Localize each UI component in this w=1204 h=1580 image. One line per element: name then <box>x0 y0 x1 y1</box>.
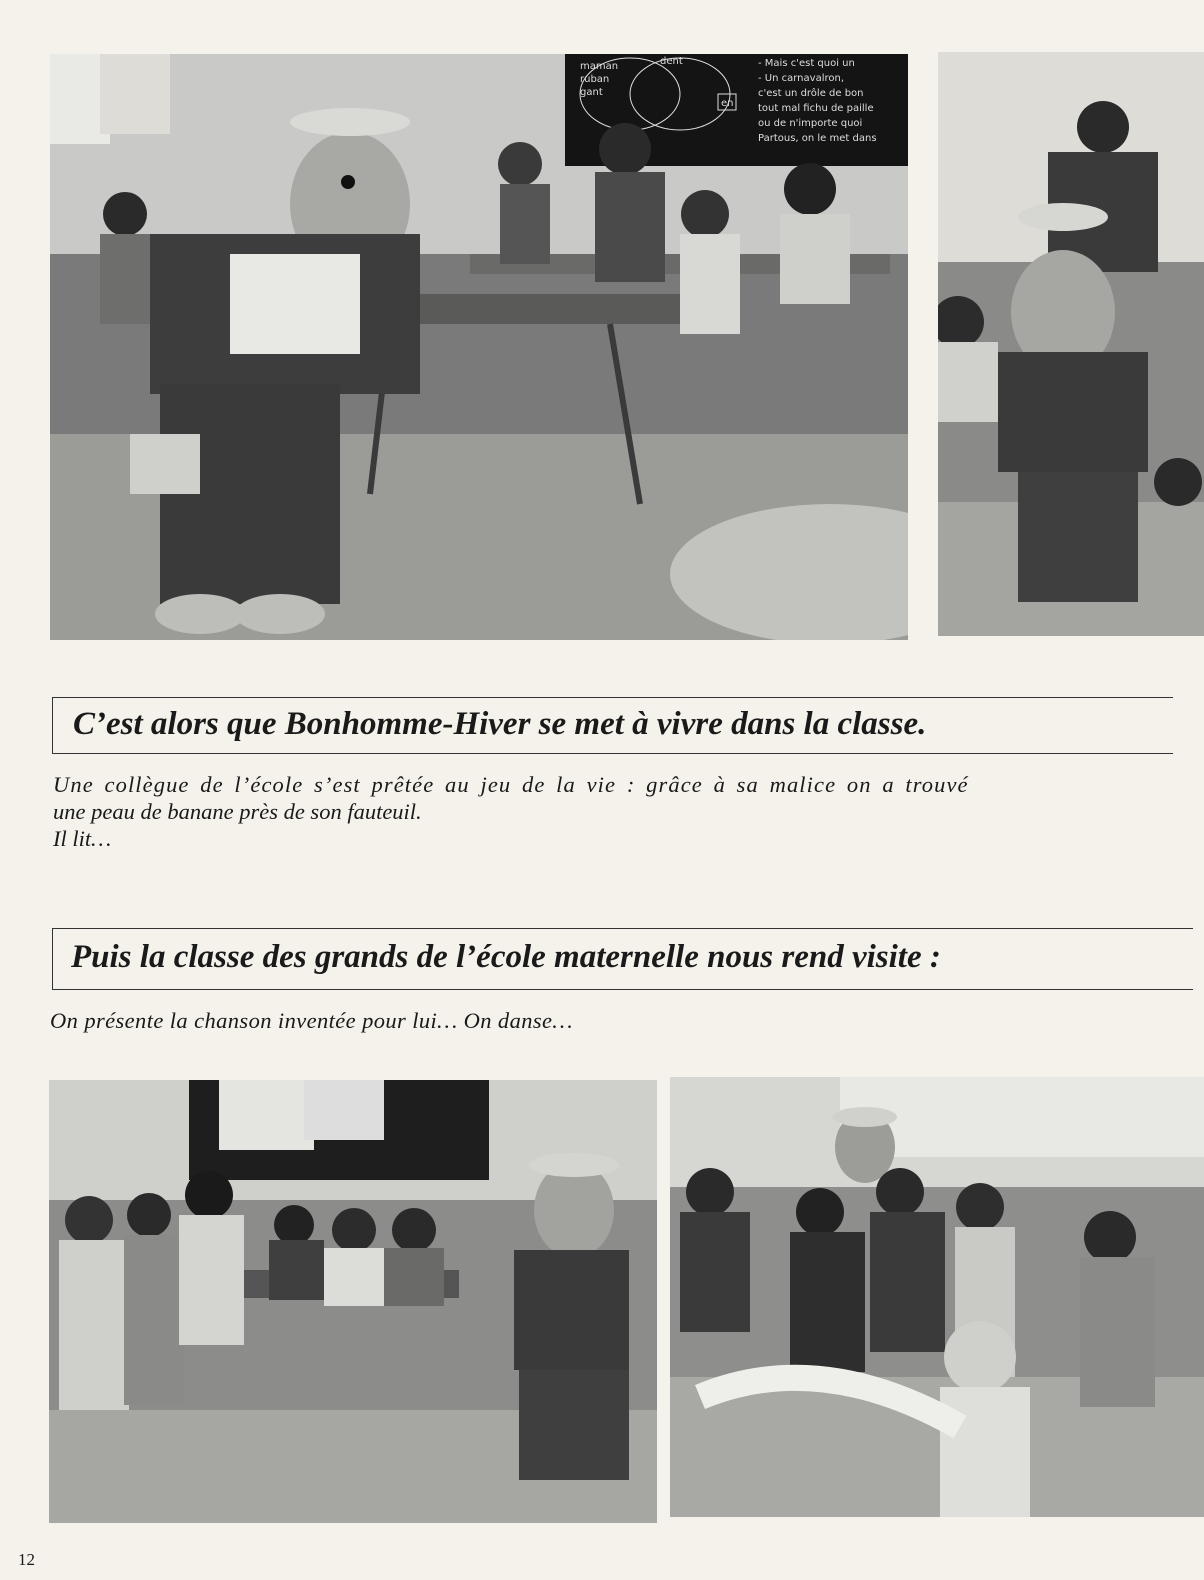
blackboard-line: ou de n'importe quoi <box>758 118 863 129</box>
blackboard-word: en <box>721 98 734 109</box>
blackboard-line: - Un carnavalron, <box>758 73 845 84</box>
blackboard-word: gant <box>580 87 603 98</box>
photo-classroom-scarecrow <box>50 54 908 640</box>
blackboard-line: tout mal fichu de paille <box>758 103 874 114</box>
page-number: 12 <box>18 1550 35 1569</box>
photo-teacher-with-scarecrow <box>938 52 1204 636</box>
blackboard-line: c'est un drôle de bon <box>758 88 864 99</box>
paragraph-second: On présente la chanson inventée pour lui… On danse… <box>50 1008 573 1033</box>
photo-children-dancing <box>670 1077 1204 1517</box>
heading-box-second <box>52 928 1193 990</box>
paragraph-first-line-2: une peau de banane près de son fauteuil. <box>53 799 422 824</box>
blackboard-word: dent <box>660 56 683 67</box>
blackboard-word: maman <box>580 61 619 72</box>
blackboard-line: - Mais c'est quoi un <box>758 58 855 69</box>
blackboard-word: ruban <box>580 74 610 85</box>
blackboard-line: Partous, on le met dans <box>758 133 877 144</box>
paragraph-first-line-3: Il lit… <box>53 826 112 851</box>
heading-second: Puis la classe des grands de l’école maternelle nous rend visite : <box>71 939 941 975</box>
heading-first: C’est alors que Bonhomme-Hiver se met à vivre dans la classe. <box>73 706 927 742</box>
photo-children-presenting-song <box>49 1080 657 1523</box>
paragraph-first-line-1: Une collègue de l’école s’est prêtée au jeu de la vie : grâce à sa malice on a trouvé <box>53 772 969 797</box>
heading-box-first <box>52 697 1173 754</box>
